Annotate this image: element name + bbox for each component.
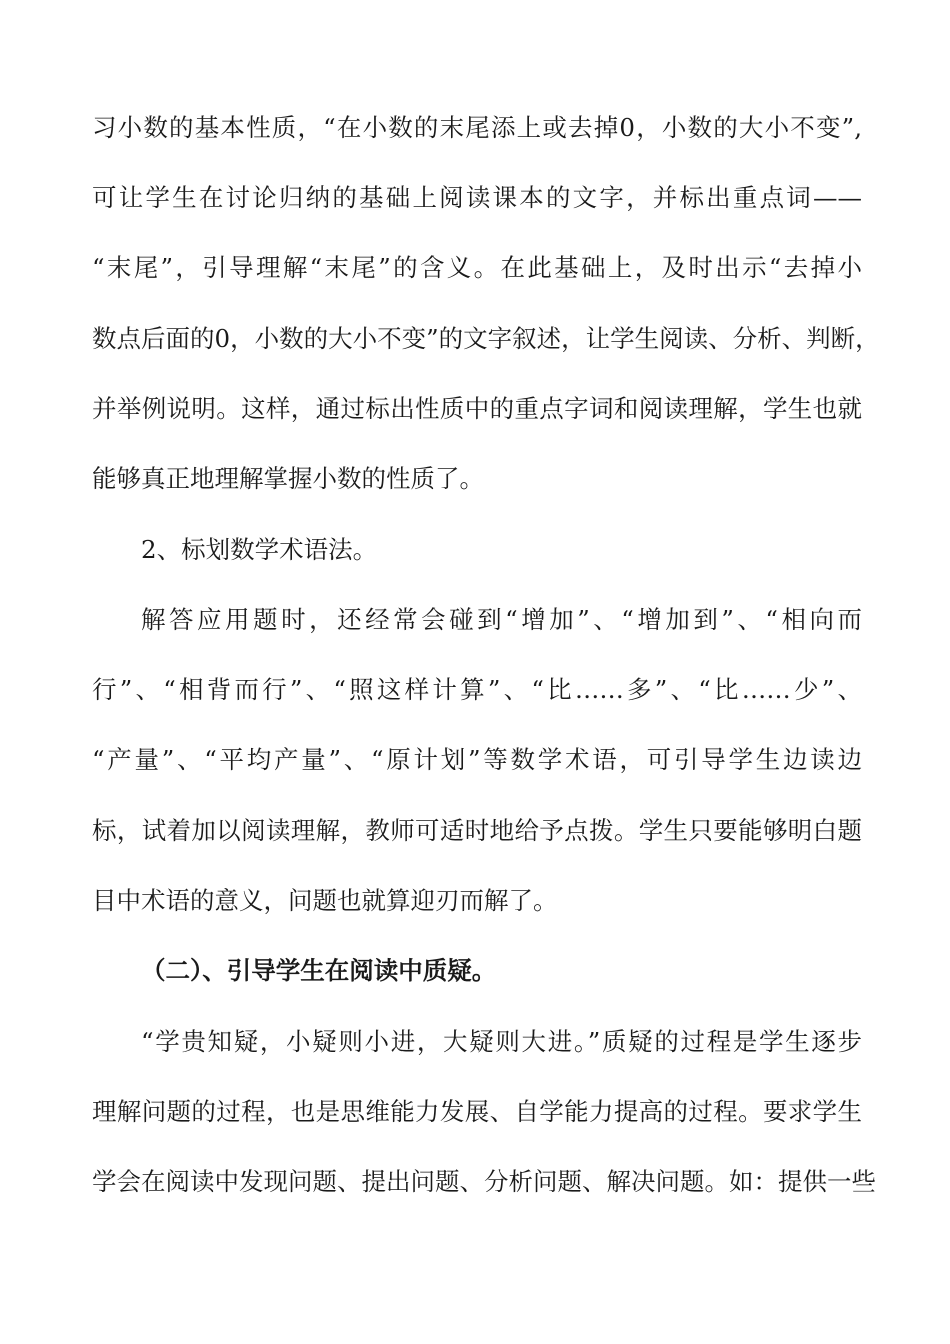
text-line: “产量”、“平均产量”、“原计划”等数学术语，可引导学生边读边 [92,745,862,774]
text-line: 行”、“相背而行”、“照这样计算”、“比……多”、“比……少”、 [92,675,862,704]
text-line: 数点后面的0，小数的大小不变”的文字叙述，让学生阅读、分析、判断， [92,324,880,353]
text-line: 并举例说明。这样，通过标出性质中的重点字词和阅读理解，学生也就 [92,394,862,423]
text-line: 学会在阅读中发现问题、提出问题、分析问题、解决问题。如：提供一些 [92,1167,876,1196]
text-line: 理解问题的过程，也是思维能力发展、自学能力提高的过程。要求学生 [92,1097,862,1126]
paragraph-first-line: “学贵知疑，小疑则小进，大疑则大进。”质疑的过程是学生逐步 [141,1027,862,1056]
paragraph-first-line: 解答应用题时，还经常会碰到“增加”、“增加到”、“相向而 [141,605,862,634]
text-line: 能够真正地理解掌握小数的性质了。 [92,464,484,493]
text-line: “末尾”，引导理解“末尾”的含义。在此基础上，及时出示“去掉小 [92,253,862,282]
section-subheading: 2、标划数学术语法。 [141,535,378,564]
section-heading: （二）、引导学生在阅读中质疑。 [141,956,497,985]
text-line: 标，试着加以阅读理解，教师可适时地给予点拨。学生只要能够明白题 [92,816,862,845]
text-line: 目中术语的意义，问题也就算迎刃而解了。 [92,886,558,915]
text-line: 可让学生在讨论归纳的基础上阅读课本的文字，并标出重点词—— [92,183,862,212]
text-line: 习小数的基本性质，“在小数的末尾添上或去掉0，小数的大小不变”, [92,113,862,142]
